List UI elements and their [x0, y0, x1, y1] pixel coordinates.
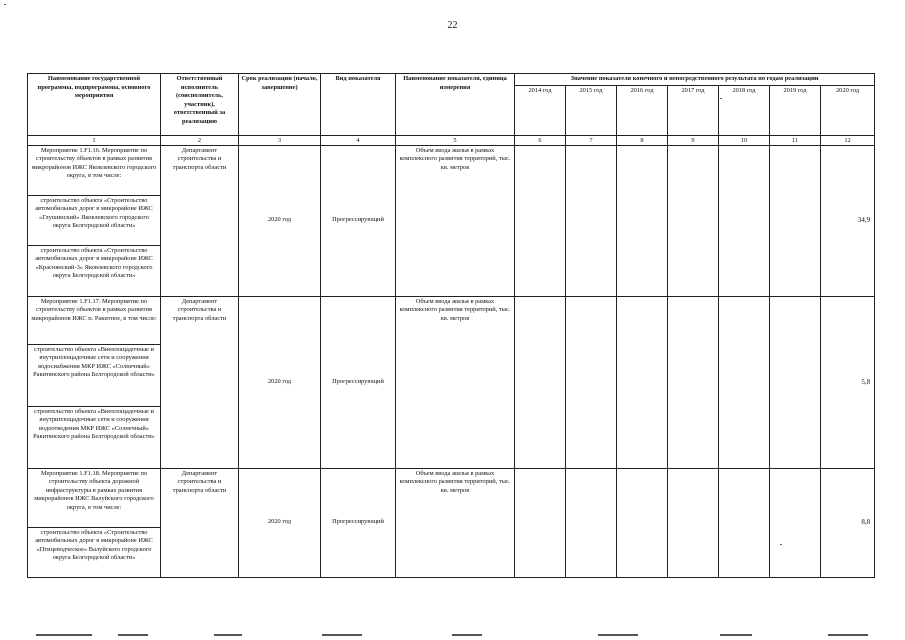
value-cell-2019 [770, 468, 821, 577]
value-cell-2018 [719, 296, 770, 468]
column-number: 3 [239, 135, 321, 145]
column-number: 8 [617, 135, 668, 145]
value-cell-2016 [617, 296, 668, 468]
value-cell-2020: 8,8 [821, 468, 875, 577]
value-cell-2019 [770, 296, 821, 468]
value-cell-2015 [566, 468, 617, 577]
scan-artifact-dot [780, 544, 782, 545]
value-cell-2020: 34,9 [821, 145, 875, 296]
indicator-name-cell: Объем ввода жилья в рамках комплексного развития территорий, тыс. кв. метров [396, 145, 515, 296]
header-year: 2016 год [617, 85, 668, 135]
value-cell-2017 [668, 145, 719, 296]
header-period: Срок реализации (начало, завершение) [239, 74, 321, 136]
indicator-name-cell: Объем ввода жилья в рамках комплексного развития территорий, тыс. кв. метров [396, 468, 515, 577]
value-cell-2014 [515, 468, 566, 577]
scan-artifact-line [214, 634, 242, 636]
column-number: 2 [161, 135, 239, 145]
sub-item: строительство объекта «Строительство автомобильных дорог в микрорайоне ИЖС «Краснянский-3» Яковлевского городского округа Белгородской области» [28, 245, 161, 296]
value-cell-2018 [719, 468, 770, 577]
header-responsible: Ответственный исполнитель (соисполнитель, участник), ответственный за реализацию [161, 74, 239, 136]
header-name: Наименование государственной программы, подпрограммы, основного мероприятия [28, 74, 161, 136]
scan-artifact-line [322, 634, 362, 636]
column-number: 1 [28, 135, 161, 145]
header-year: 2014 год [515, 85, 566, 135]
scan-artifact-line [828, 634, 868, 636]
scan-artifact-line [36, 634, 92, 636]
sub-item: строительство объекта «Строительство автомобильных дорог в микрорайоне ИЖС «Птицеводческое» Валуйского городского округа Белгородской области» [28, 527, 161, 577]
period-cell: 2020 год [239, 145, 321, 296]
responsible-cell: Департамент строительства и транспорта области [161, 296, 239, 468]
column-number: 6 [515, 135, 566, 145]
header-indicator-type: Вид показателя [321, 74, 396, 136]
header-year: 2015 год [566, 85, 617, 135]
scan-artifact-dot [4, 4, 6, 5]
sub-item: строительство объекта «Внеплощадочные и внутриплощадочные сети и сооружения водоснабжения МКР ИЖС «Солнечный» Ракитянского района Белгородской области» [28, 344, 161, 406]
header-indicator-name: Наименование показателя, единица измерения [396, 74, 515, 136]
header-values-group: Значение показателя конечного и непосредственного результата по годам реализации [515, 74, 875, 86]
scan-artifact-line [118, 634, 148, 636]
value-cell-2016 [617, 468, 668, 577]
column-number: 4 [321, 135, 396, 145]
value-cell-2015 [566, 145, 617, 296]
value-cell-2015 [566, 296, 617, 468]
header-year: 2017 год [668, 85, 719, 135]
measure-title: Мероприятие 1.F1.17. Мероприятие по строительству объектов в рамках развития микрорайонов ИЖС п. Ракитное, в том числе: [28, 296, 161, 344]
value-cell-2017 [668, 296, 719, 468]
value-cell-2017 [668, 468, 719, 577]
scan-artifact-line [720, 634, 752, 636]
column-number: 9 [668, 135, 719, 145]
header-year: 2020 год [821, 85, 875, 135]
header-year: 2019 год [770, 85, 821, 135]
indicator-type-cell: Прогрессирующий [321, 145, 396, 296]
column-number: 5 [396, 135, 515, 145]
page-number: 22 [447, 20, 458, 31]
indicator-name-cell: Объем ввода жилья в рамках комплексного развития территорий, тыс. кв. метров [396, 296, 515, 468]
sub-item: строительство объекта «Внеплощадочные и внутриплощадочные сети и сооружения водоотведения МКР ИЖС «Солнечный» Ракитянского района Белгородской области» [28, 406, 161, 468]
column-number: 11 [770, 135, 821, 145]
value-cell-2014 [515, 296, 566, 468]
responsible-cell: Департамент строительства и транспорта области [161, 145, 239, 296]
indicator-type-cell: Прогрессирующий [321, 468, 396, 577]
scan-artifact-dot [720, 98, 722, 99]
value-cell-2018 [719, 145, 770, 296]
column-number: 12 [821, 135, 875, 145]
sub-item: строительство объекта «Строительство автомобильных дорог в микрорайоне ИЖС «Глушинский» Яковлевского городского округа Белгородской области» [28, 195, 161, 245]
measure-title: Мероприятие 1.F1.18. Мероприятие по строительству объекта дорожной инфраструктуры в рамках развития микрорайонов ИЖС Валуйского городского округа, в том числе: [28, 468, 161, 527]
indicator-type-cell: Прогрессирующий [321, 296, 396, 468]
value-cell-2016 [617, 145, 668, 296]
indicator-table [27, 73, 875, 578]
measure-title: Мероприятие 1.F1.16. Мероприятие по строительству объектов в рамках развития микрорайонов ИЖС Яковлевского городского округа, в том числе: [28, 145, 161, 195]
column-number: 7 [566, 135, 617, 145]
responsible-cell: Департамент строительства и транспорта области [161, 468, 239, 577]
value-cell-2020: 5,8 [821, 296, 875, 468]
value-cell-2014 [515, 145, 566, 296]
scan-artifact-line [452, 634, 482, 636]
period-cell: 2020 год [239, 468, 321, 577]
scan-artifact-line [598, 634, 638, 636]
header-year: 2018 год [719, 85, 770, 135]
value-cell-2019 [770, 145, 821, 296]
period-cell: 2020 год [239, 296, 321, 468]
column-number: 10 [719, 135, 770, 145]
